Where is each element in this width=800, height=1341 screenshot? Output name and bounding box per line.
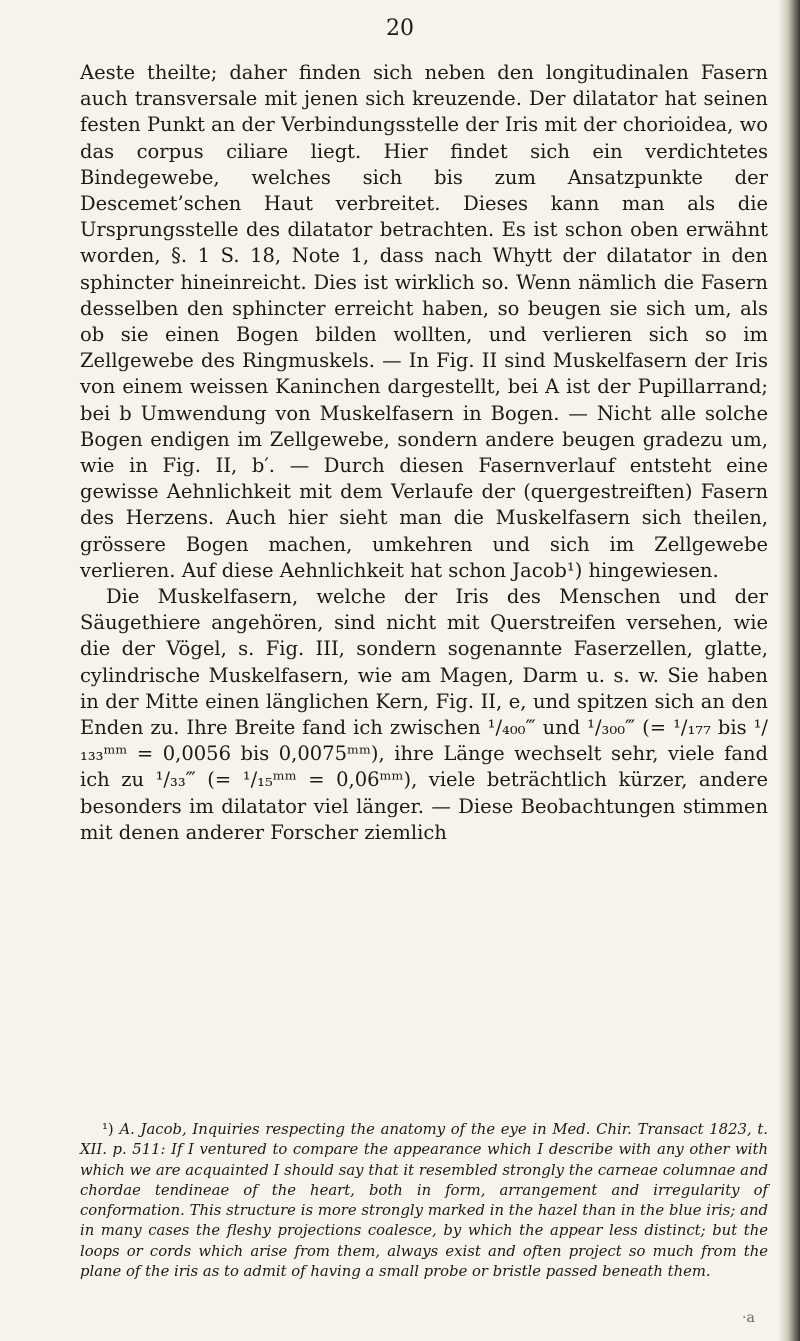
paragraph-2: Die Muskelfasern, welche der Iris des Menschen und der Säugethiere angehören, sind nicht mit Querstreifen versehen, wie die der Vögel, s. Fig. III, sondern sogenannte Faserzellen, glatte, cylindrische Muskelfasern, wie am Magen, Darm u. s. w. Sie haben in der Mitte einen länglichen Kern, Fig. II, e, und spitzen sich an den Enden zu. Ihre Breite fand ich zwischen ¹/₄₀₀‴ und ¹/₃₀₀‴ (= ¹/₁₇₇ bis ¹/₁₃₃ᵐᵐ = 0,0056 bis 0,0075ᵐᵐ), ihre Länge wechselt sehr, viele fand ich zu ¹/₃₃‴ (= ¹/₁₅ᵐᵐ = 0,06ᵐᵐ), viele beträchtlich kürzer, andere besonders im dilatator viel länger. — Diese Beobachtungen stimmen mit denen anderer Forscher ziemlich [80, 585, 768, 844]
page-edge-shadow [778, 0, 800, 1341]
footnote-marker: ¹) [102, 1121, 114, 1138]
paragraph-1: Aeste theilte; daher finden sich neben den longitudinalen Fasern auch transversale mit jenen sich kreuzende. Der dilatator hat seinen festen Punkt an der Verbindungsstelle der Iris mit der chorioidea, wo das corpus ciliare liegt. Hier findet sich ein verdichtetes Bindegewebe, welches sich bis zum Ansatzpunkte der Descemet’schen Haut verbreitet. Dieses kann man als die Ursprungsstelle des dilatator betrachten. Es ist schon oben erwähnt worden, §. 1 S. 18, Note 1, dass nach Whytt der dilatator in den sphincter hineinreicht. Dies ist wirklich so. Wenn nämlich die Fasern desselben den sphincter erreicht haben, so beugen sie sich um, als ob sie einen Bogen bilden wollten, und verlieren sich so im Zellgewebe des Ringmuskels. — In Fig. II sind Muskelfasern der Iris von einem weissen Kaninchen dargestellt, bei A ist der Pupillarrand; bei b Umwendung von Muskelfasern in Bogen. — Nicht alle solche Bogen endigen im Zellgewebe, sondern andere beugen gradezu um, wie in Fig. II, b′. — Durch diesen Fasernverlauf entsteht eine gewisse Aehnlichkeit mit dem Verlaufe der (quergestreiften) Fasern des Herzens. Auch hier sieht man die Muskelfasern sich theilen, grössere Bogen machen, umkehren und sich im Zellgewebe verlieren. Auf diese Aehnlichkeit hat schon Jacob¹) hingewiesen. [80, 61, 768, 582]
footnote [80, 1120, 768, 1282]
page-number: 20 [386, 16, 414, 41]
body-text [80, 60, 768, 846]
footnote-text: A. Jacob, Inquiries respecting the anatomy of the eye in Med. Chir. Transact 1823, t. XII. p. 511: If I ventured to compare the appearance which I describe with any other with which we are acquainted I should say that it resembled strongly the carneae columnae and chordae tendineae of the heart, both in form, arrangement and irregularity of conformation. This structure is more strongly marked in the hazel than in the blue iris; and in many cases the fleshy projections coalesce, by which the appear less distinct; but the loops or cords which arise from them, always exist and often project so much from the plane of the iris as to admit of having a small probe or bristle passed beneath them. [80, 1121, 768, 1281]
page-stain-mark: ·a [742, 1310, 755, 1326]
